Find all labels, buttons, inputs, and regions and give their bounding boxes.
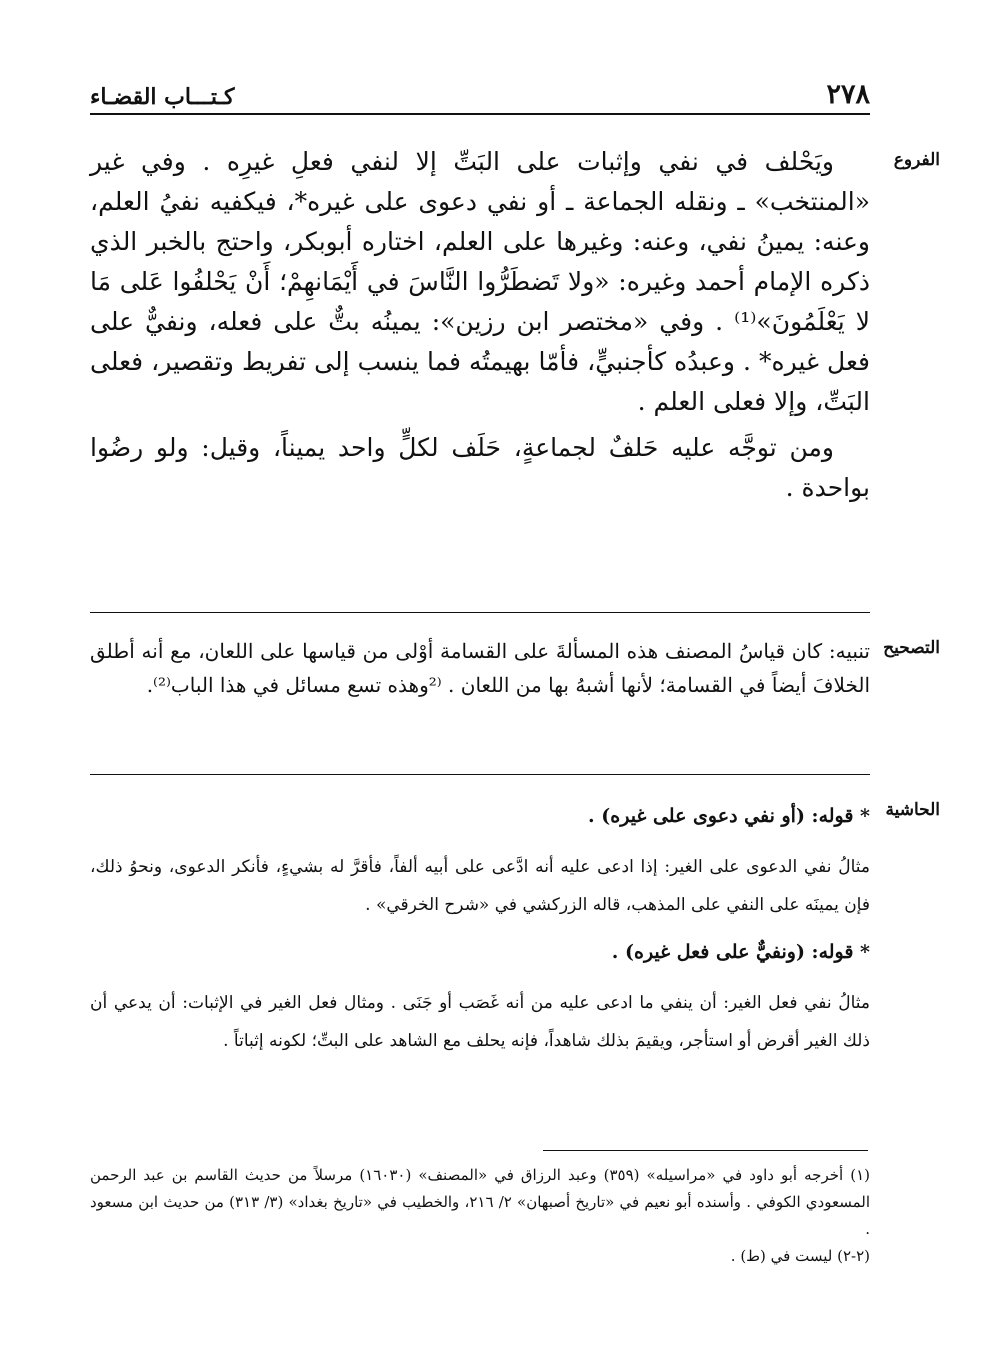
furu-paragraph-1: ويَحْلف في نفي وإثبات على البَتِّ إلا لنفي فعلِ غيرِه . وفي غير «المنتخب» ـ ونقله الجماعة ـ أو نفي دعوى على غيره*، فيكفيه نفيُ العلم، وعنه: يمينُ نفي، وعنه: وغيرها على العلم، اختاره أبوبكر، واحتج بالخبر الذي ذكره الإمام أحمد وغيره: «ولا تَضطَرُّوا النَّاسَ في أَيْمَانهِمْ؛ أَنْ يَحْلفُوا عَلى مَا لا يَعْلَمُونَ»⁽¹⁾ . وفي «مختصر ابن رزين»: يمينُه بتٌّ على فعله، ونفيٌّ على فعل غيره* . وعبدُه كأجنبيٍّ، فأمّا بهيمتُه فما ينسب إلى تفريط وتقصير، فعلى البَتِّ، وإلا فعلى العلم . [90, 147, 870, 416]
furu-section [90, 142, 940, 508]
hashiya-entry-2: مثالُ نفي فعل الغير: أن ينفي ما ادعى عليه من أنه غَصَب أو جَنَى . ومثال فعل الغير في الإثبات: أن يدعي أن ذلك الغير أقرض أو استأجر، ويقيمَ بذلك شاهداً، فإنه يحلف مع الشاهد على البتِّ؛ لكونه إثباتاً . [90, 993, 870, 1051]
page-header [90, 70, 870, 110]
furu-paragraph-2: ومن توجَّه عليه حَلفٌ لجماعةٍ، حَلَف لكلٍّ واحد يميناً، وقيل: ولو رضُوا بواحدة . [90, 433, 870, 502]
hashiya-label: الحاشية [885, 800, 940, 820]
hashiya-text [90, 796, 870, 1060]
tashih-paragraph: تنبيه: كان قياسُ المصنف هذه المسألةَ على القسامة أوْلى من قياسها على اللعان، مع أنه أطلق الخلافَ أيضاً في القسامة؛ لأنها أشبهُ بها من اللعان . ⁽²وهذه تسع مسائل في هذا الباب⁽²⁾. [90, 639, 870, 697]
tashih-text [90, 634, 870, 702]
hashiya-qawl-2: * قوله: (ونفيٌّ على فعل غيره) . [611, 941, 870, 963]
footnote-1: (١) أخرجه أبو داود في «مراسيله» (٣٥٩) وعبد الرزاق في «المصنف» (١٦٠٣٠) مرسلاً من حديث القاسم بن عبد الرحمن المسعودي الكوفي . وأسنده أبو نعيم في «تاريخ أصبهان» ٢/ ٢١٦، والخطيب في «تاريخ بغداد» (٣/ ٣١٣) من حديث ابن مسعود . [90, 1166, 871, 1238]
section-divider-1 [90, 612, 870, 613]
hashiya-section [90, 796, 940, 1068]
footnote-2: (٢-٢) ليست في (ط) . [730, 1247, 870, 1265]
hashiya-entry-1: مثالُ نفي الدعوى على الغير: إذا ادعى عليه أنه ادَّعى على أبيه ألفاً، فأقرَّ له بشيءٍ، فأنكر الدعوى، ونحوُ ذلك، فإن يمينَه على النفي على المذهب، قاله الزركشي في «شرح الخرقي» . [90, 857, 870, 915]
footnote-rule [543, 1150, 868, 1151]
hashiya-qawl-1: * قوله: (أو نفي دعوى على غيره) . [588, 805, 870, 827]
book-title: كـتـــاب القضـاء [90, 84, 235, 110]
footnotes [90, 1162, 870, 1270]
section-divider-2 [90, 774, 870, 775]
tashih-label: التصحيح [883, 638, 940, 658]
furu-label: الفروع [893, 150, 940, 170]
furu-text [90, 142, 870, 508]
page-number: ٢٧٨ [826, 79, 870, 110]
header-rule [90, 113, 870, 115]
tashih-section [90, 634, 940, 702]
